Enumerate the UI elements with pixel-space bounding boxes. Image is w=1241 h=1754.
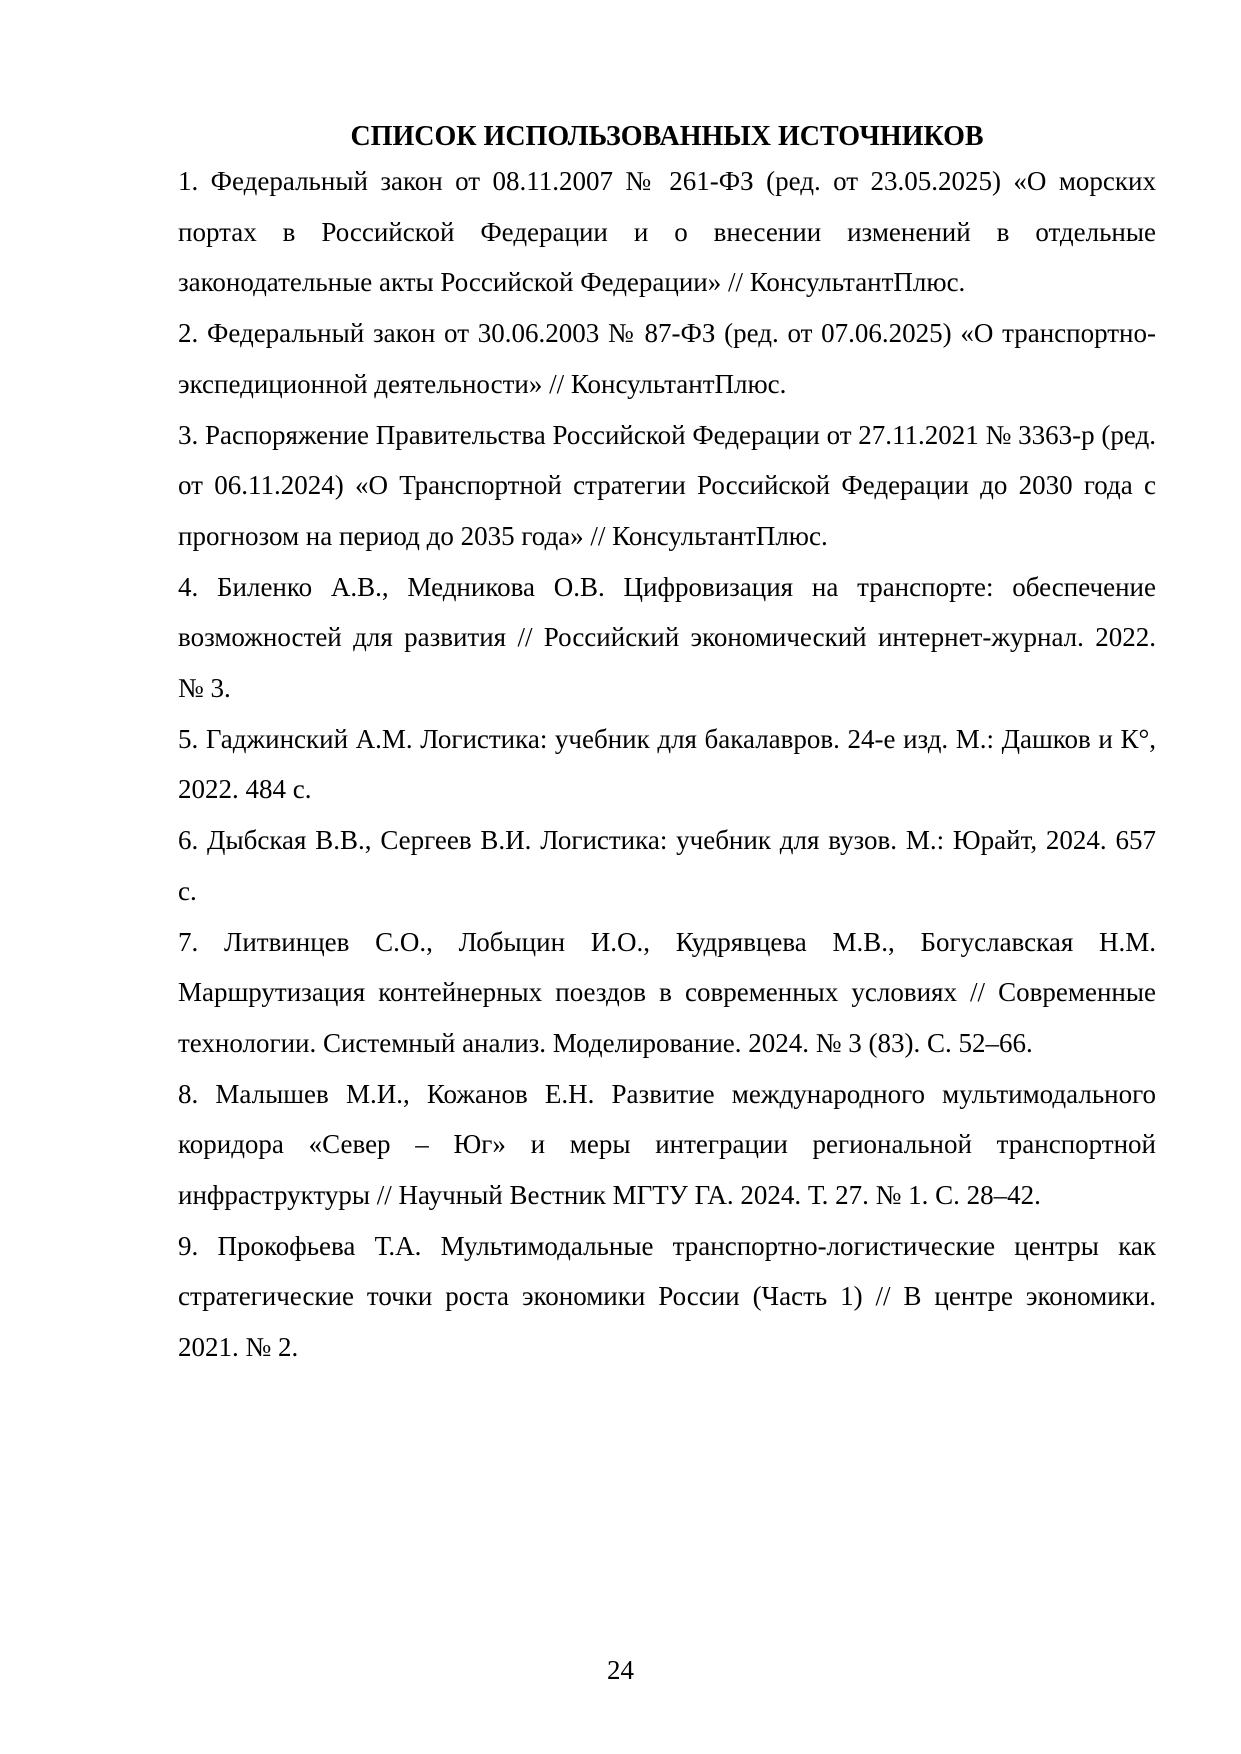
reference-item-9: 9. Прокофьева Т.А. Мультимодальные транспортно-логистические центры как стратегические точки роста экономики России (Часть 1) // В центре экономики. 2021. № 2. [178,1230,1156,1363]
page-title: СПИСОК ИСПОЛЬЗОВАННЫХ ИСТОЧНИКОВ [350,121,984,152]
page-number: 24 [607,1655,634,1685]
reference-item-6: 6. Дыбская В.В., Сергеев В.И. Логистика: учебник для вузов. М.: Юрайт, 2024. 657 с. [178,825,1156,906]
reference-item-2: 2. Федеральный закон от 30.06.2003 № 87-ФЗ (ред. от 07.06.2025) «О транспортно-экспедиционной деятельности» // КонсультантПлюс. [178,318,1156,399]
reference-item-4: 4. Биленко А.В., Медникова О.В. Цифровизация на транспорте: обеспечение возможностей для развития // Российский экономический интернет-журнал. 2022. № 3. [178,571,1156,704]
document-page [178,112,1156,1373]
reference-item-3: 3. Распоряжение Правительства Российской Федерации от 27.11.2021 № 3363-р (ред. от 06.11.2024) «О Транспортной стратегии Российской Федерации до 2030 года с прогнозом на период до 2035 года» // КонсультантПлюс. [178,419,1156,551]
reference-item-8: 8. Малышев М.И., Кожанов Е.Н. Развитие международного мультимодального коридора «Север – Юг» и меры интеграции региональной транспортной инфраструктуры // Научный Вестник МГТУ ГА. 2024. Т. 27. № 1. С. 28–42. [178,1078,1156,1211]
reference-item-7: 7. Литвинцев С.О., Лобыцин И.О., Кудрявцева М.В., Богуславская Н.М. Маршрутизация контейнерных поездов в современных условиях // Современные технологии. Системный анализ. Моделирование. 2024. № 3 (83). С. 52–66. [178,926,1156,1058]
reference-item-5: 5. Гаджинский А.М. Логистика: учебник для бакалавров. 24-е изд. М.: Дашков и К°, 2022. 484 с. [178,723,1156,805]
reference-item-1: 1. Федеральный закон от 08.11.2007 № 261-ФЗ (ред. от 23.05.2025) «О морских портах в Российской Федерации и о внесении изменений в отдельные законодательные акты Российской Федерации» // КонсультантПлюс. [178,166,1156,298]
reference-list [178,156,1156,1373]
